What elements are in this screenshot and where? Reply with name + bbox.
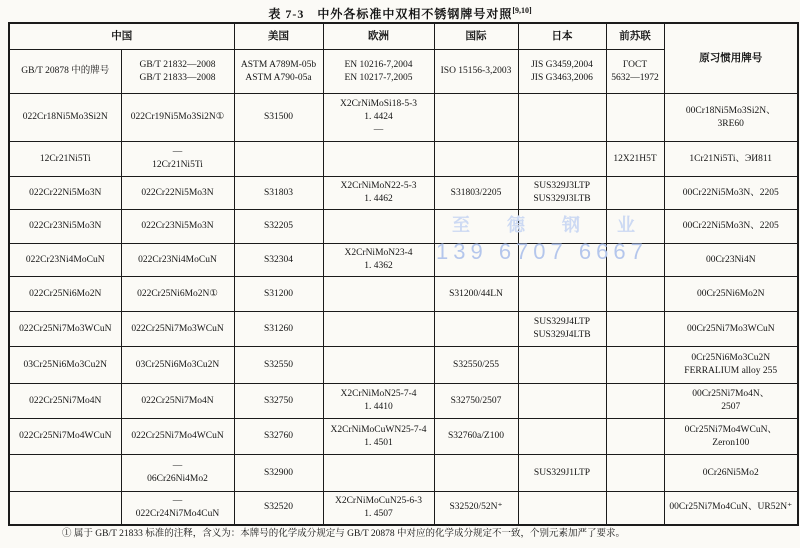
table-cell: 022Cr22Ni5Mo3N xyxy=(121,177,234,210)
table-cell xyxy=(518,347,606,384)
table-cell: SUS329J1LTP xyxy=(518,455,606,492)
table-cell: X2CrNiMoN25-7-4 1. 4410 xyxy=(323,384,434,419)
table-cell: 00Cr25Ni7Mo4CuN、UR52N⁺ xyxy=(664,492,798,525)
table-cell: 022Cr25Ni7Mo4N xyxy=(121,384,234,419)
header-gost: ГОСТ 5632—1972 xyxy=(606,50,664,94)
table-row xyxy=(9,455,798,492)
header-usa: 美国 xyxy=(234,23,323,50)
table-cell xyxy=(434,142,518,177)
table-cell: S32520/52N⁺ xyxy=(434,492,518,525)
table-cell: X2CrNiMoCuWN25-7-4 1. 4501 xyxy=(323,419,434,455)
table-title-text: 表 7-3 中外各标准中双相不锈钢牌号对照 xyxy=(268,7,513,21)
table-cell: 022Cr25Ni7Mo4WCuN xyxy=(121,419,234,455)
table-row xyxy=(9,384,798,419)
table-cell: S31260 xyxy=(234,312,323,347)
table-cell: S32550/255 xyxy=(434,347,518,384)
table-cell xyxy=(518,210,606,244)
table-cell xyxy=(323,312,434,347)
table-cell: 03Cr25Ni6Mo3Cu2N xyxy=(121,347,234,384)
table-cell: 022Cr18Ni5Mo3Si2N xyxy=(9,94,121,142)
table-cell: S32750 xyxy=(234,384,323,419)
table-title xyxy=(0,5,800,22)
table-cell: X2CrNiMoSi18-5-3 1. 4424 — xyxy=(323,94,434,142)
table-row xyxy=(9,312,798,347)
table-cell: S31500 xyxy=(234,94,323,142)
table-cell xyxy=(606,277,664,312)
table-cell: S32550 xyxy=(234,347,323,384)
table-cell xyxy=(518,277,606,312)
table-cell xyxy=(9,492,121,525)
header-en: EN 10216-7,2004 EN 10217-7,2005 xyxy=(323,50,434,94)
table-cell xyxy=(518,384,606,419)
table-cell: 00Cr22Ni5Mo3N、2205 xyxy=(664,177,798,210)
table-cell: 0Cr25Ni6Mo3Cu2N FERRALIUM alloy 255 xyxy=(664,347,798,384)
table-cell: S31803 xyxy=(234,177,323,210)
table-row xyxy=(9,277,798,312)
table-header xyxy=(9,23,798,94)
header-europe: 欧洲 xyxy=(323,23,434,50)
table-cell xyxy=(606,347,664,384)
table-cell: S32750/2507 xyxy=(434,384,518,419)
table-cell: S32900 xyxy=(234,455,323,492)
table-row xyxy=(9,177,798,210)
header-international: 国际 xyxy=(434,23,518,50)
table-cell xyxy=(606,94,664,142)
header-jis: JIS G3459,2004 JIS G3463,2006 xyxy=(518,50,606,94)
watermark-company-name: 至 德 钢 业 xyxy=(452,215,652,235)
table-cell: S32304 xyxy=(234,244,323,277)
table-cell: 022Cr23Ni5Mo3N xyxy=(121,210,234,244)
header-iso: ISO 15156-3,2003 xyxy=(434,50,518,94)
table-cell: 00Cr25Ni7Mo3WCuN xyxy=(664,312,798,347)
table-cell xyxy=(323,455,434,492)
table-cell xyxy=(606,455,664,492)
table-cell: 12X21H5T xyxy=(606,142,664,177)
table-cell: SUS329J4LTP SUS329J4LTB xyxy=(518,312,606,347)
table-cell: 022Cr25Ni7Mo3WCuN xyxy=(9,312,121,347)
table-cell: 022Cr23Ni5Mo3N xyxy=(9,210,121,244)
table-cell: 00Cr22Ni5Mo3N、2205 xyxy=(664,210,798,244)
table-row xyxy=(9,492,798,525)
table-cell: X2CrNiMoN22-5-3 1. 4462 xyxy=(323,177,434,210)
table-cell: 12Cr21Ni5Ti xyxy=(9,142,121,177)
header-japan: 日本 xyxy=(518,23,606,50)
table-cell xyxy=(434,210,518,244)
table-cell xyxy=(606,210,664,244)
table-cell: S31803/2205 xyxy=(434,177,518,210)
table-cell xyxy=(606,419,664,455)
table-cell: — 022Cr24Ni7Mo4CuN xyxy=(121,492,234,525)
header-gbt21832: GB/T 21832—2008 GB/T 21833—2008 xyxy=(121,50,234,94)
table-cell: — 06Cr26Ni4Mo2 xyxy=(121,455,234,492)
table-cell: S31200 xyxy=(234,277,323,312)
grade-comparison-table xyxy=(8,22,799,526)
table-cell xyxy=(9,455,121,492)
table-row xyxy=(9,210,798,244)
table-cell: — 12Cr21Ni5Ti xyxy=(121,142,234,177)
table-cell: 022Cr23Ni4MoCuN xyxy=(9,244,121,277)
table-cell xyxy=(323,277,434,312)
table-cell: 022Cr19Ni5Mo3Si2N① xyxy=(121,94,234,142)
table-row xyxy=(9,347,798,384)
table-cell xyxy=(518,492,606,525)
table-cell: S31200/44LN xyxy=(434,277,518,312)
table-cell: 022Cr22Ni5Mo3N xyxy=(9,177,121,210)
table-cell xyxy=(518,142,606,177)
table-cell: X2CrNiMoCuN25-6-3 1. 4507 xyxy=(323,492,434,525)
header-china: 中国 xyxy=(9,23,234,50)
table-cell xyxy=(606,312,664,347)
table-cell: 022Cr25Ni6Mo2N① xyxy=(121,277,234,312)
table-cell: 022Cr25Ni6Mo2N xyxy=(9,277,121,312)
table-cell: S32760a/Z100 xyxy=(434,419,518,455)
table-cell xyxy=(323,347,434,384)
table-cell xyxy=(518,94,606,142)
table-cell: 1Cr21Ni5Ti、ЭИ811 xyxy=(664,142,798,177)
table-cell: 022Cr23Ni4MoCuN xyxy=(121,244,234,277)
table-cell: 00Cr23Ni4N xyxy=(664,244,798,277)
table-cell xyxy=(323,142,434,177)
table-cell xyxy=(518,419,606,455)
table-cell xyxy=(434,455,518,492)
table-row xyxy=(9,94,798,142)
table-cell xyxy=(606,177,664,210)
table-cell: X2CrNiMoN23-4 1. 4362 xyxy=(323,244,434,277)
table-cell: 00Cr25Ni7Mo4N、 2507 xyxy=(664,384,798,419)
table-row xyxy=(9,244,798,277)
table-row xyxy=(9,142,798,177)
table-cell: S32760 xyxy=(234,419,323,455)
header-astm: ASTM A789M-05b ASTM A790-05a xyxy=(234,50,323,94)
table-cell xyxy=(434,312,518,347)
header-gbt20878: GB/T 20878 中的牌号 xyxy=(9,50,121,94)
table-cell xyxy=(234,142,323,177)
table-cell xyxy=(518,244,606,277)
header-country-row xyxy=(9,23,798,50)
table-cell xyxy=(434,94,518,142)
table-cell xyxy=(606,244,664,277)
table-cell: 03Cr25Ni6Mo3Cu2N xyxy=(9,347,121,384)
watermark-phone-number: 139 6707 6667 xyxy=(436,239,648,264)
table-cell xyxy=(323,210,434,244)
table-cell: 022Cr25Ni7Mo4WCuN xyxy=(9,419,121,455)
table-body xyxy=(9,94,798,525)
footnote: ① 属于 GB/T 21833 标准的注释，含义为：本牌号的化学成分规定与 GB/T 20878 中对应的化学成分规定不一致，个别元素加严了要求。 xyxy=(62,529,626,539)
table-cell: S32205 xyxy=(234,210,323,244)
table-cell: 00Cr25Ni6Mo2N xyxy=(664,277,798,312)
table-cell: 00Cr18Ni5Mo3Si2N、 3RE60 xyxy=(664,94,798,142)
table-cell xyxy=(606,492,664,525)
table-title-citation: [9,10] xyxy=(512,6,532,15)
header-ussr: 前苏联 xyxy=(606,23,664,50)
table-cell: SUS329J3LTP SUS329J3LTB xyxy=(518,177,606,210)
table-cell: 022Cr25Ni7Mo3WCuN xyxy=(121,312,234,347)
header-old-designation: 原习惯用牌号 xyxy=(664,23,798,94)
table-cell: 022Cr25Ni7Mo4N xyxy=(9,384,121,419)
table-cell: 0Cr26Ni5Mo2 xyxy=(664,455,798,492)
table-cell xyxy=(434,244,518,277)
table-cell xyxy=(606,384,664,419)
table-cell: 0Cr25Ni7Mo4WCuN、 Zeron100 xyxy=(664,419,798,455)
table-row xyxy=(9,419,798,455)
table-cell: S32520 xyxy=(234,492,323,525)
